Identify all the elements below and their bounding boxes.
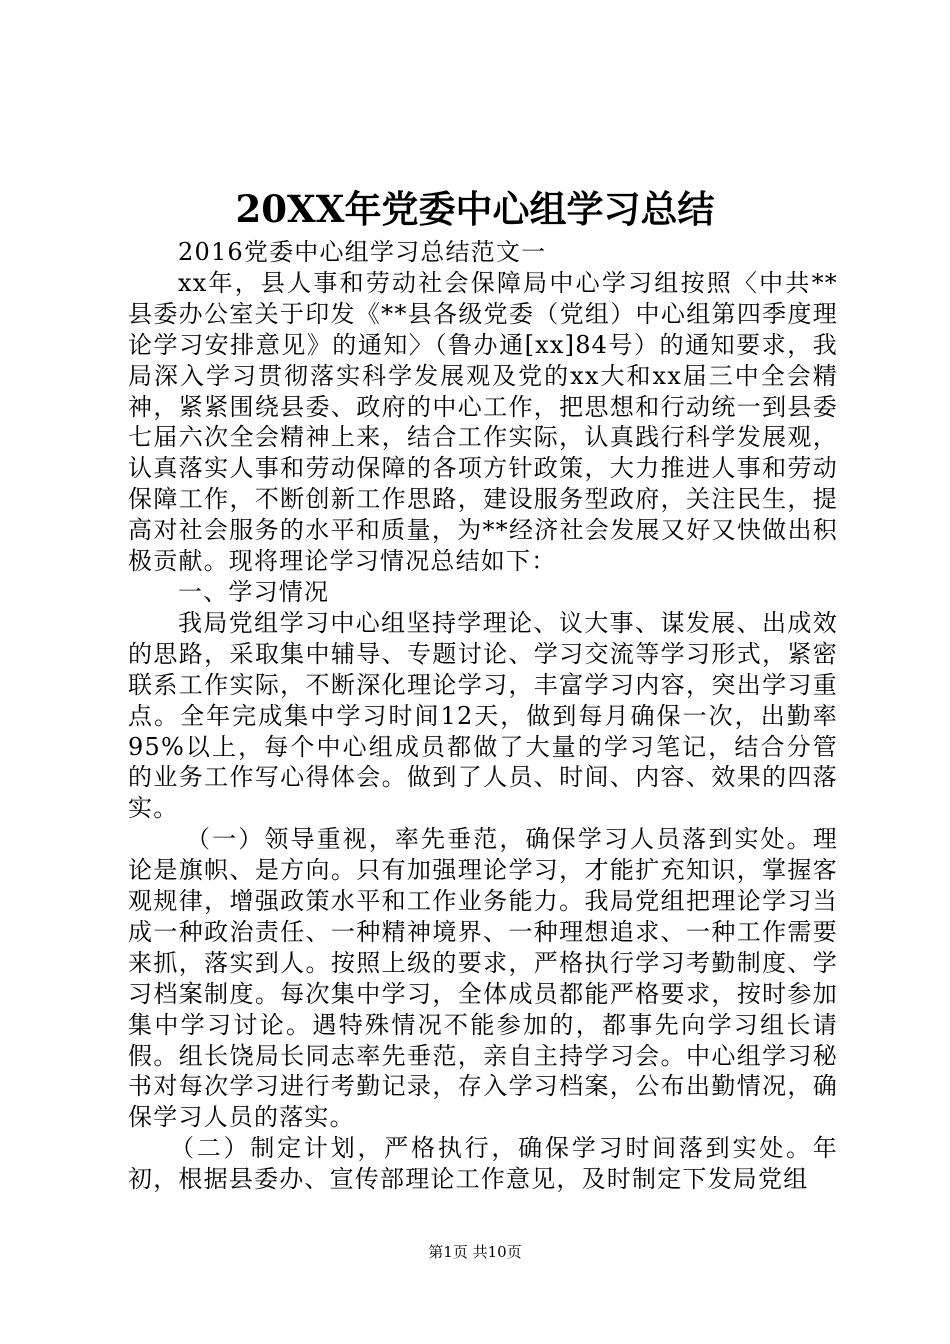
paragraph-intro: xx年，县人事和劳动社会保障局中心学习组按照〈中共**县委办公室关于印发《**县各级党委（党组）中心组第四季度理论学习安排意见》的通知〉（鲁办通[xx]84号）的通知要求，我局深入学习贯彻落实科学发展观及党的xx大和xx届三中全会精神，紧紧围绕县委、政府的中心工作，把思想和行动统一到县委七届六次全会精神上来，结合工作实际，认真践行科学发展观，认真落实人事和劳动保障的各项方针政策，大力推进人事和劳动保障工作，不断创新工作思路，建设服务型政府，关注民生，提高对社会服务的水平和质量，为**经济社会发展又好又快做出积极贡献。现将理论学习情况总结如下： bbox=[128, 268, 838, 576]
paragraph-study-overview: 我局党组学习中心组坚持学理论、议大事、谋发展、出成效的思路，采取集中辅导、专题讨论、学习交流等学习形式，紧密联系工作实际，不断深化理论学习，丰富学习内容，突出学习重点。全年完成集中学习时间12天，做到每月确保一次，出勤率95%以上，每个中心组成员都做了大量的学习笔记，结合分管的业务工作写心得体会。做到了人员、时间、内容、效果的四落实。 bbox=[128, 608, 838, 823]
section-heading: 一、学习情况 bbox=[178, 577, 330, 606]
paragraph-point-two: （二）制定计划，严格执行，确保学习时间落到实处。年初，根据县委办、宣传部理论工作意见，及时制定下发局党组 bbox=[128, 1134, 838, 1194]
document-body bbox=[128, 237, 838, 1195]
page-footer: 第1页 共10页 bbox=[428, 1243, 522, 1261]
document-title: 20XX年党委中心组学习总结 bbox=[235, 187, 715, 231]
subtitle: 2016党委中心组学习总结范文一 bbox=[178, 238, 547, 266]
paragraph-point-one: （一）领导重视，率先垂范，确保学习人员落到实处。理论是旗帜、是方向。只有加强理论学习，才能扩充知识，掌握客观规律，增强政策水平和工作业务能力。我局党组把理论学习当成一种政治责任、一种精神境界、一种理想追求、一种工作需要来抓，落实到人。按照上级的要求，严格执行学习考勤制度、学习档案制度。每次集中学习，全体成员都能严格要求，按时参加集中学习讨论。遇特殊情况不能参加的，都事先向学习组长请假。组长饶局长同志率先垂范，亲自主持学习会。中心组学习秘书对每次学习进行考勤记录，存入学习档案，公布出勤情况，确保学习人员的落实。 bbox=[128, 825, 838, 1132]
